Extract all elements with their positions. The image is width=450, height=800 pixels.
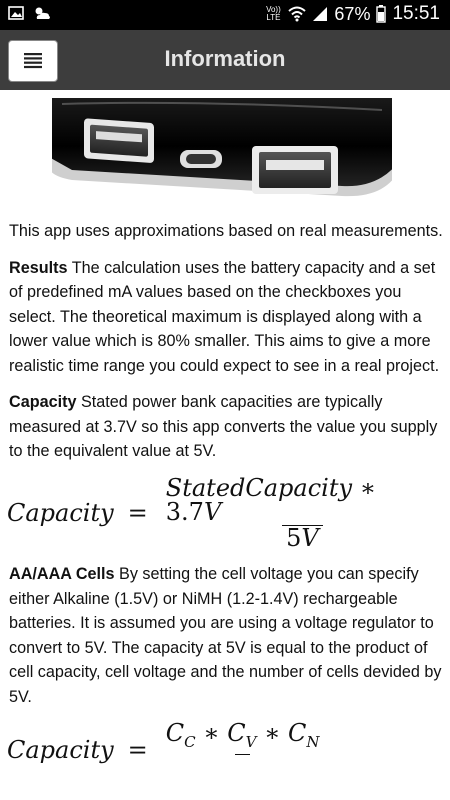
hero-image <box>52 98 392 208</box>
formula1-den-num: 5 <box>286 523 302 552</box>
formula2-sub-c: C <box>184 732 196 751</box>
app-bar <box>0 30 450 90</box>
formula2-numerator <box>162 721 324 754</box>
page-title: Information <box>164 46 286 71</box>
formula1-equals: = <box>127 498 148 527</box>
network-label: Vo)) LTE <box>266 5 281 22</box>
formula2-sub-v: V <box>245 732 257 751</box>
status-left-icons <box>8 5 52 21</box>
capacity-formula <box>7 473 443 552</box>
info-content <box>9 219 443 780</box>
cells-text: By setting the cell voltage you can specify either Alkaline (1.5V) or NiMH (1.2-1.4V) rechargeable batteries. It is assumed you are using a voltage regulator to convert to 5V. The capacity at 5V is equal to the product of cell capacity, cell voltage and the number of cells devided by 5V. <box>9 565 442 706</box>
formula2-op1: ∗ <box>195 719 228 747</box>
clock: 15:51 <box>392 3 440 24</box>
formula1-denominator <box>282 525 323 551</box>
formula1-numerator <box>162 473 443 526</box>
formula2-sub-n: N <box>306 732 320 751</box>
formula2-denominator <box>235 754 251 780</box>
formula2-op2: ∗ <box>256 719 289 747</box>
status-right <box>264 3 440 25</box>
formula1-lhs: Capacity <box>7 498 114 527</box>
results-text: The calculation uses the battery capacity and a set of predefined mA values based on the checkboxes you select. The theoretical maximum is displayed along with a lower value which is 80% smaller. This aims to give a more realistic time range you could expect to see in a real project. <box>9 258 440 375</box>
status-bar <box>0 0 450 30</box>
capacity-text: Stated power bank capacities are typically measured at 3.7V so this app converts the value you supply to the equivalent value at 5V. <box>9 393 438 460</box>
formula2-c2: C <box>227 719 246 747</box>
signal-icon <box>312 6 328 22</box>
results-paragraph <box>9 256 443 379</box>
cells-heading: AA/AAA Cells <box>9 565 115 583</box>
battery-percent: 67% <box>334 3 371 24</box>
wifi-icon <box>288 6 306 22</box>
formula2-c3: C <box>288 719 307 747</box>
formula1-fraction <box>162 473 443 552</box>
formula2-lhs: Capacity <box>7 736 114 765</box>
formula2-equals: = <box>127 736 148 765</box>
formula1-num-var: StatedCapacity <box>165 473 353 502</box>
capacity-paragraph <box>9 390 443 464</box>
formula1-num-unit: V <box>203 498 222 526</box>
gallery-icon <box>8 5 24 21</box>
capacity-heading: Capacity <box>9 393 77 411</box>
power-bank-image <box>52 98 392 208</box>
formula1-den-unit: V <box>301 523 319 552</box>
intro-paragraph: This app uses approximations based on real measurements. <box>9 222 443 240</box>
weather-icon <box>32 5 52 21</box>
formula2-fraction <box>162 721 324 780</box>
formula1-num-op: ∗ 3.7 <box>165 473 377 526</box>
formula2-c1: C <box>165 719 185 747</box>
results-heading: Results <box>9 258 68 277</box>
cells-paragraph <box>9 562 443 709</box>
cells-formula <box>7 721 443 780</box>
battery-icon <box>376 5 386 23</box>
